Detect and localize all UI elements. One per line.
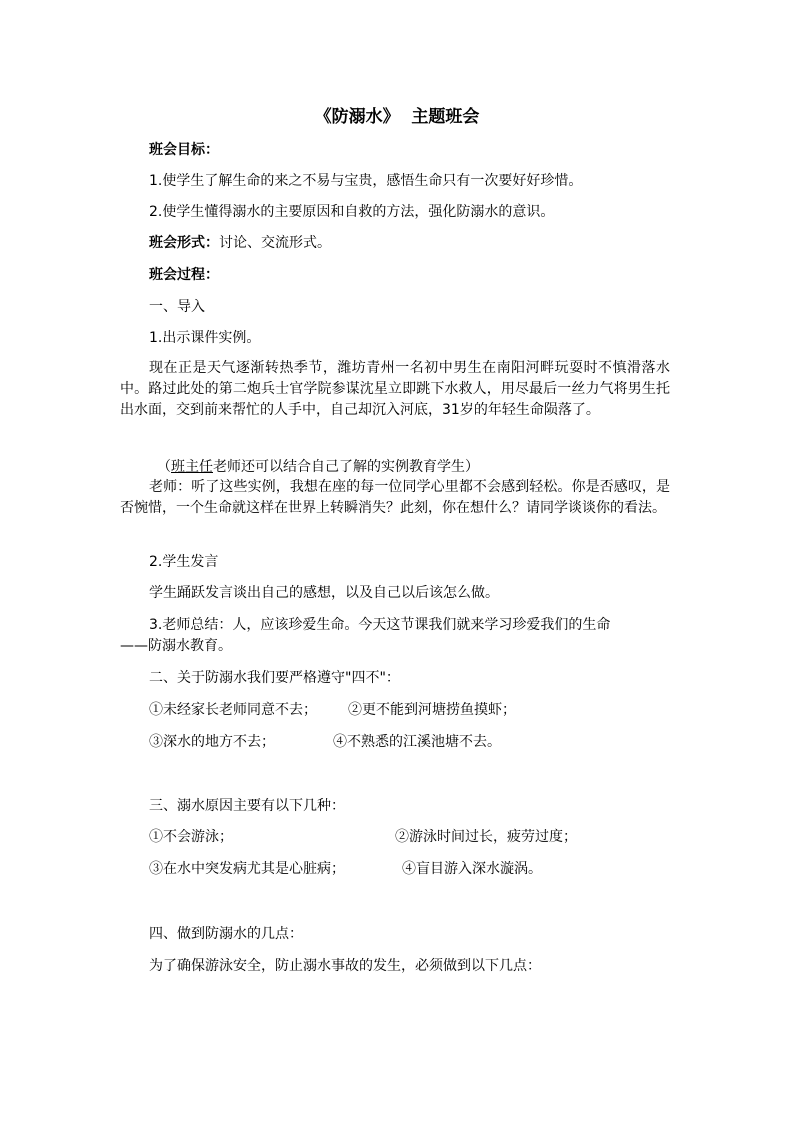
form-line <box>149 234 331 252</box>
head-teacher-link[interactable]: 班主任 <box>171 459 213 475</box>
step-3-line-1: 3.老师总结：人，应该珍爱生命。今天这节课我们就来学习珍爱我们的生命 <box>149 617 611 633</box>
cause-1: ①不会游泳； <box>149 829 233 845</box>
form-heading: 班会形式： <box>149 235 219 251</box>
goal-heading: 班会目标： <box>149 142 219 158</box>
step-2: 2.学生发言 <box>149 554 219 570</box>
cause-4: ④盲目游入深水漩涡。 <box>402 861 542 877</box>
document-title: 《防溺水》 主题班会 <box>314 107 480 127</box>
note-rest: 老师还可以结合自己了解的实例教育学生） <box>213 459 479 475</box>
note-open-paren: （ <box>157 459 171 475</box>
step-3-line-2: ——防溺水教育。 <box>120 638 232 654</box>
example-paragraph: 现在正是天气逐渐转热季节，潍坊青州一名初中男生在南阳河畔玩耍时不慎滑落水中。路过此处的第二炮兵士官学院参谋沈星立即跳下水救人，用尽最后一丝力气将男生托出水面，交到前来帮忙的人手中，自己却沉入河底，31岁的年轻生命陨落了。 <box>120 360 670 418</box>
section-2-heading: 二、关于防溺水我们要严格遵守"四不"： <box>149 670 400 686</box>
section-3-heading: 三、溺水原因主要有以下几种： <box>149 798 345 814</box>
section-1-heading: 一、导入 <box>149 299 205 315</box>
step-2-text: 学生踊跃发言谈出自己的感想，以及自己以后该怎么做。 <box>149 585 499 601</box>
cause-3: ③在水中突发病尤其是心脏病； <box>149 861 345 877</box>
teacher-note <box>157 458 479 476</box>
rule-3: ③深水的地方不去； <box>149 734 275 750</box>
rule-2: ②更不能到河塘捞鱼摸虾； <box>348 702 516 718</box>
section-4-text: 为了确保游泳安全，防止溺水事故的发生，必须做到以下几点： <box>149 958 541 974</box>
teacher-paragraph: 老师：听了这些实例，我想在座的每一位同学心里都不会感到轻松。你是否感叹，是否惋惜，一个生命就这样在世界上转瞬消失？此刻，你在想什么？请同学谈谈你的看法。 <box>120 479 670 516</box>
process-heading: 班会过程： <box>149 267 219 283</box>
goal-item-2: 2.使学生懂得溺水的主要原因和自救的方法，强化防溺水的意识。 <box>149 204 555 220</box>
rule-1: ①未经家长老师同意不去； <box>149 702 317 718</box>
section-4-heading: 四、做到防溺水的几点： <box>149 926 303 942</box>
cause-2: ②游泳时间过长，疲劳过度； <box>395 829 577 845</box>
goal-item-1: 1.使学生了解生命的来之不易与宝贵，感悟生命只有一次要好好珍惜。 <box>149 173 583 189</box>
form-text: 讨论、交流形式。 <box>219 235 331 251</box>
step-1: 1.出示课件实例。 <box>149 330 261 346</box>
rule-4: ④不熟悉的江溪池塘不去。 <box>333 734 501 750</box>
